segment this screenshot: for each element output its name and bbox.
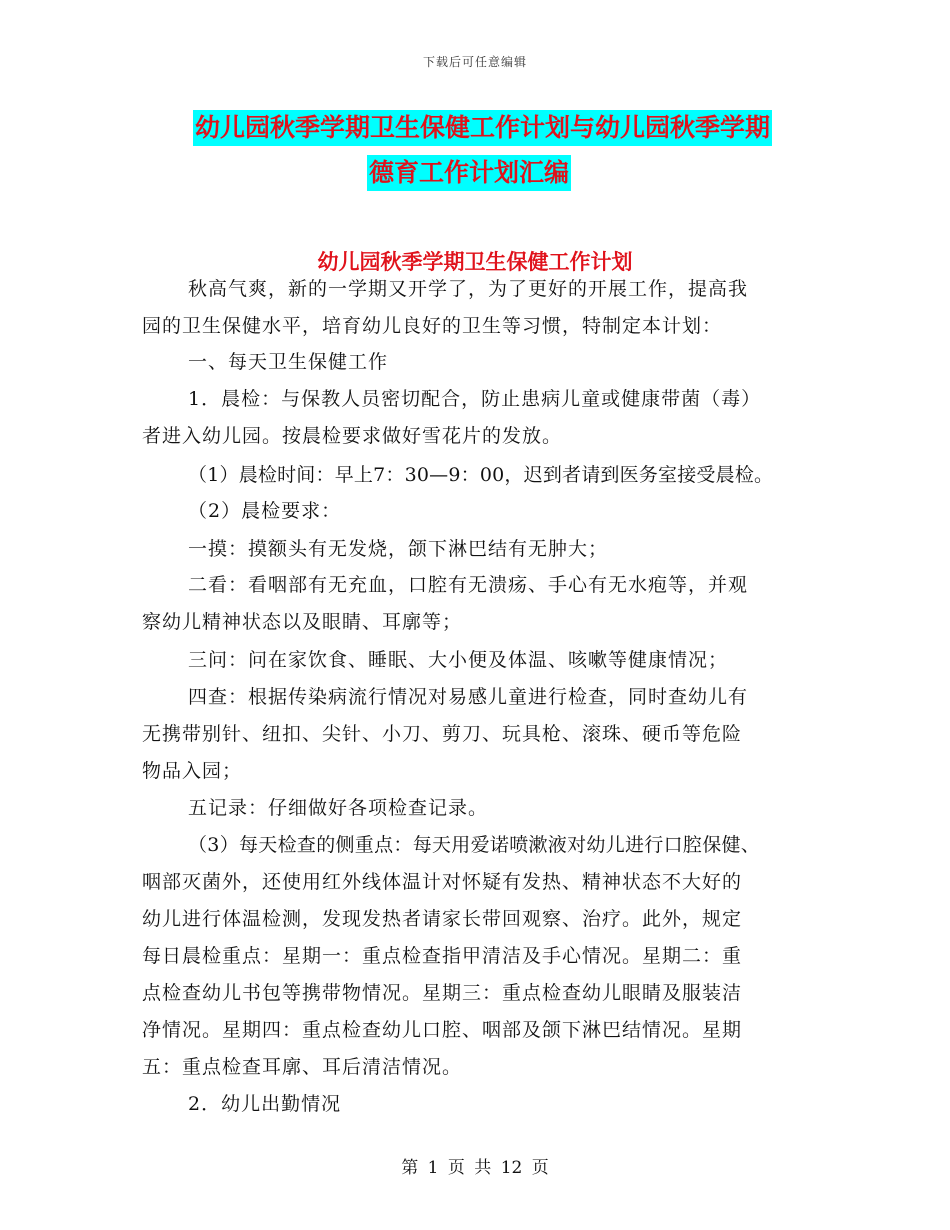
body-line: 物品入园； <box>142 760 243 782</box>
body-line: 察幼儿精神状态以及眼睛、耳廓等； <box>142 611 463 633</box>
body-line: 秋高气爽，新的一学期又开学了，为了更好的开展工作，提高我 <box>188 278 749 300</box>
page-footer: 第 1 页 共 12 页 <box>401 1158 549 1178</box>
body-line: （3）每天检查的侧重点：每天用爱诺喷漱液对幼儿进行口腔保健、 <box>188 834 761 856</box>
body-line: 每日晨检重点：星期一：重点检查指甲清洁及手心情况。星期二：重 <box>142 945 743 967</box>
body-line: 2．幼儿出勤情况 <box>188 1093 342 1115</box>
body-line: 一、每天卫生保健工作 <box>188 351 389 373</box>
body-line: 幼儿进行体温检测，发现发热者请家长带回观察、治疗。此外，规定 <box>142 908 743 930</box>
document-title-line-2: 德育工作计划汇编 <box>367 155 571 191</box>
document-title-line-1: 幼儿园秋季学期卫生保健工作计划与幼儿园秋季学期 <box>193 110 772 146</box>
body-line: 点检查幼儿书包等携带物情况。星期三：重点检查幼儿眼睛及服装洁 <box>142 982 743 1004</box>
body-line: 无携带别针、纽扣、尖针、小刀、剪刀、玩具枪、滚珠、硬币等危险 <box>142 723 743 745</box>
body-line: 五记录：仔细做好各项检查记录。 <box>188 797 489 819</box>
body-line: 净情况。星期四：重点检查幼儿口腔、咽部及颌下淋巴结情况。星期 <box>142 1019 743 1041</box>
body-line: 五：重点检查耳廓、耳后清洁情况。 <box>142 1056 463 1078</box>
body-line: 三问：问在家饮食、睡眠、大小便及体温、咳嗽等健康情况； <box>188 649 729 671</box>
header-note: 下载后可任意编辑 <box>422 55 527 69</box>
body-line: 一摸：摸额头有无发烧，颌下淋巴结有无肿大； <box>188 538 609 560</box>
body-line: 二看：看咽部有无充血，口腔有无溃疡、手心有无水疱等，并观 <box>188 574 749 596</box>
body-line: （1）晨检时间：早上7：30—9：00，迟到者请到医务室接受晨检。 <box>188 464 774 486</box>
body-line: 四查：根据传染病流行情况对易感儿童进行检查，同时查幼儿有 <box>188 686 749 708</box>
body-line: （2）晨检要求： <box>188 500 342 522</box>
body-line: 者进入幼儿园。按晨检要求做好雪花片的发放。 <box>142 425 563 447</box>
body-line: 1．晨检：与保教人员密切配合，防止患病儿童或健康带菌（毒） <box>188 388 762 410</box>
body-line: 园的卫生保健水平，培育幼儿良好的卫生等习惯，特制定本计划： <box>142 315 723 337</box>
section-subtitle: 幼儿园秋季学期卫生保健工作计划 <box>317 249 633 274</box>
body-line: 咽部灭菌外，还使用红外线体温计对怀疑有发热、精神状态不大好的 <box>142 871 743 893</box>
